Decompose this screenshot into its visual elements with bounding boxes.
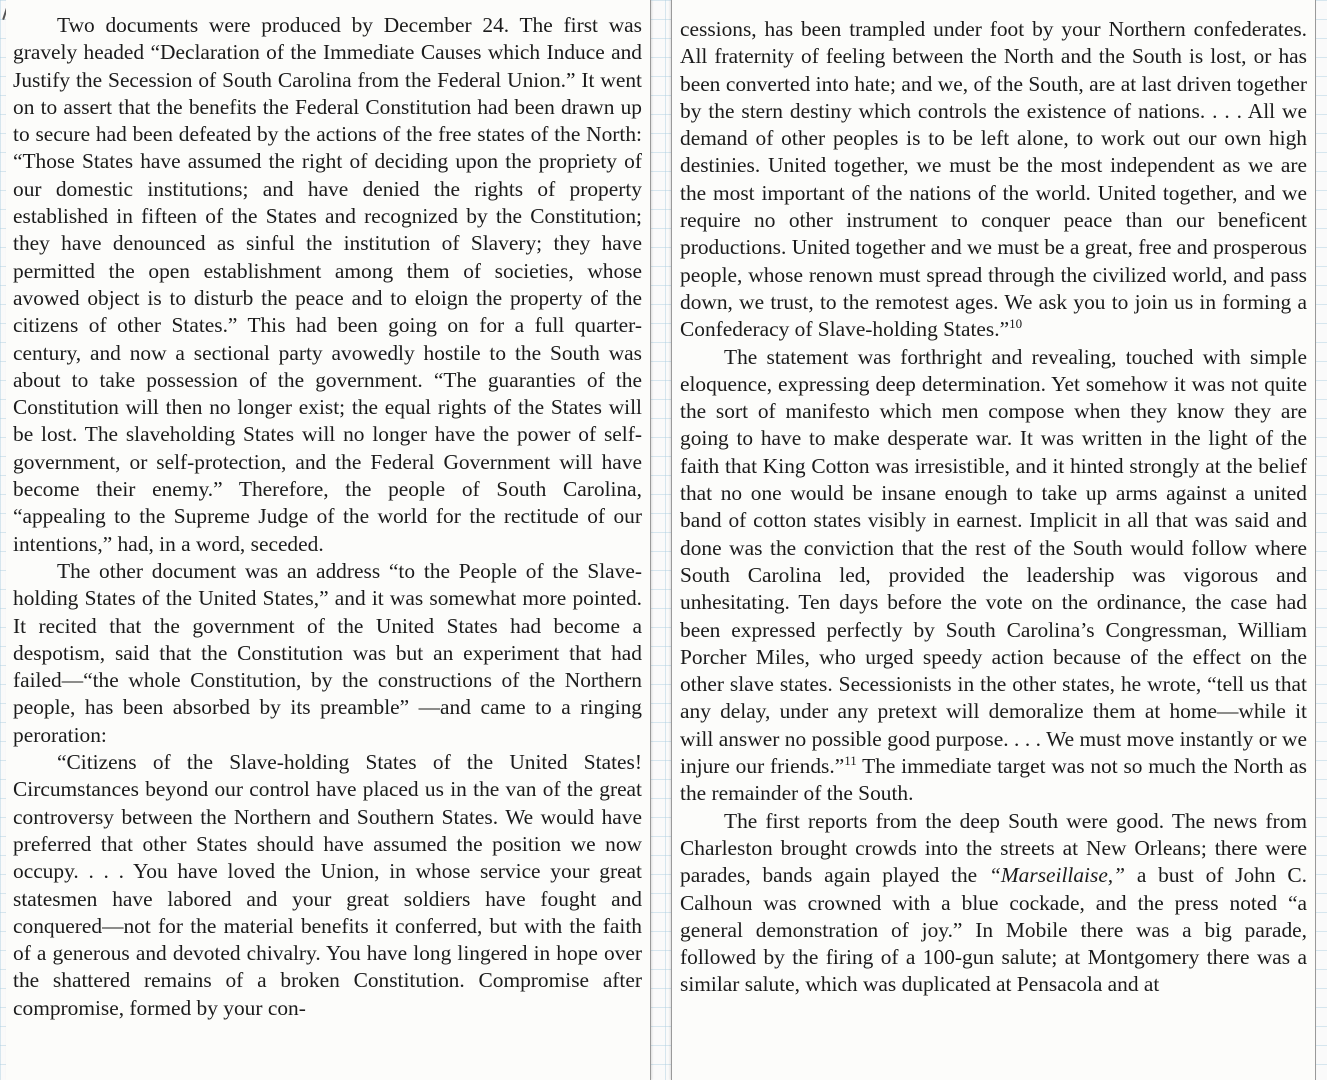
right-paragraph-3 [680,808,1307,999]
right-paragraph-3-text-a: The first reports from the deep South were good. The news from Charleston brought crowds into the streets at New Orleans; there were parades, bands again played the [680,808,1307,888]
right-column-clipping [671,0,1316,1080]
right-paragraph-3-text-b: a bust of John C. Calhoun was crowned with a blue cockade, and the press noted “a general demonstration of joy.” In Mobile there was a big parade, followed by the firing of a 100-gun salute; at Montgomery there was a similar salute, which was duplicated at Pensacola and at [680,863,1307,997]
right-paragraph-2 [680,344,1307,808]
right-paragraph-2-text-b: The immediate target was not so much the North as the remainder of the South. [680,754,1307,806]
left-paragraph-3-quote: “Citizens of the Slave-holding States of the United States! Circumstances beyond our control have placed us in the van of the great controversy between the Northern and Southern States. We would have preferred that other States should have assumed the position we now occupy. . . . You have loved the Union, in whose service your great statesmen have labored and your great soldiers have fought and conquered—not for the material benefits it conferred, but with the faith of a generous and devoted chivalry. You have long lingered in hope over the shattered remains of a broken Constitution. Compromise after compromise, formed by your con- [13,750,642,1020]
left-paragraph-1: Two documents were produced by December 24. The first was gravely headed “Declaration of the Immediate Causes which Induce and Justify the Secession of South Carolina from the Federal Union.” It went on to assert that the benefits the Federal Constitution had been drawn up to secure had been defeated by the actions of the free states of the North: “Those States have assumed the right of deciding upon the propriety of our domestic institutions; and have denied the rights of property established in fifteen of the States and recognized by the Constitution; they have denounced as sinful the institution of Slavery; they have permitted the open establishment among them of societies, whose avowed object is to disturb the peace and to eloign the property of the citizens of other States.” This had been going on for a full quarter-century, and now a sectional party avowedly hostile to the South was about to take possession of the government. “The guaranties of the Constitution will then no longer exist; the equal rights of the States will be lost. The slaveholding States will no longer have the power of self-government, or self-protection, and the Federal Government will have become their enemy.” Therefore, the people of South Carolina, “appealing to the Supreme Judge of the world for the rectitude of our intentions,” had, in a word, seceded. [13,13,642,556]
left-column-clipping [6,0,651,1080]
right-paragraph-2-text-a: The statement was forthright and revealing, touched with simple eloquence, expressing deep determination. Yet somehow it was not quite the sort of manifesto which men compose when they know they are going to have to make desperate war. It was written in the light of the faith that King Cotton was irresistible, and it hinted strongly at the belief that no one would be insane enough to take up arms against a united band of cotton states visibly in earnest. Implicit in all that was said and done was the conviction that the rest of the South would follow where South Carolina led, provided the leadership was vigorous and unhesitating. Ten days before the vote on the ordinance, the case had been expressed perfectly by South Carolina’s Congressman, William Porcher Miles, who urged speedy action because of the effect on the other slave states. Secessionists in the other states, he wrote, “tell us that any delay, under any pretext will demoralize them at home—while it will answer no possible good purpose. . . . We must move instantly or we injure our friends.” [680,344,1307,779]
left-paragraph-2: The other document was an address “to the People of the Slave-holding States of the United States,” and it was somewhat more pointed. It recited that the government of the United States had become a despotism, said that the Constitution was but an experiment that had failed—“the whole Constitution, by the constructions of the Northern people, has been absorbed by its preamble” —and came to a ringing peroration: [13,558,642,747]
marseillaise-italic: “Marseillaise,” [988,863,1126,888]
footnote-ref-10: 10 [1009,316,1023,332]
right-paragraph-1-text: cessions, has been trampled under foot by your Northern confederates. All fraternity of feeling between the North and the South is lost, or has been converted into hate; and we, of the South, are at last driven together by the stern destiny which controls the existence of nations. . . . All we demand of other peoples is to be left alone, to work out our own high destinies. United together, we must be the most independent as we are the most important of the nations of the world. United together, and we require no other instrument to conquer peace than our beneficent productions. United together and we must be a great, free and prosperous people, whose renown must spread through the civilized world, and pass down, we trust, to the remotest ages. We ask you to join us in forming a Confederacy of Slave-holding States.” [680,17,1307,342]
footnote-ref-11: 11 [844,752,857,768]
right-paragraph-1-quote-continuation [680,16,1307,344]
